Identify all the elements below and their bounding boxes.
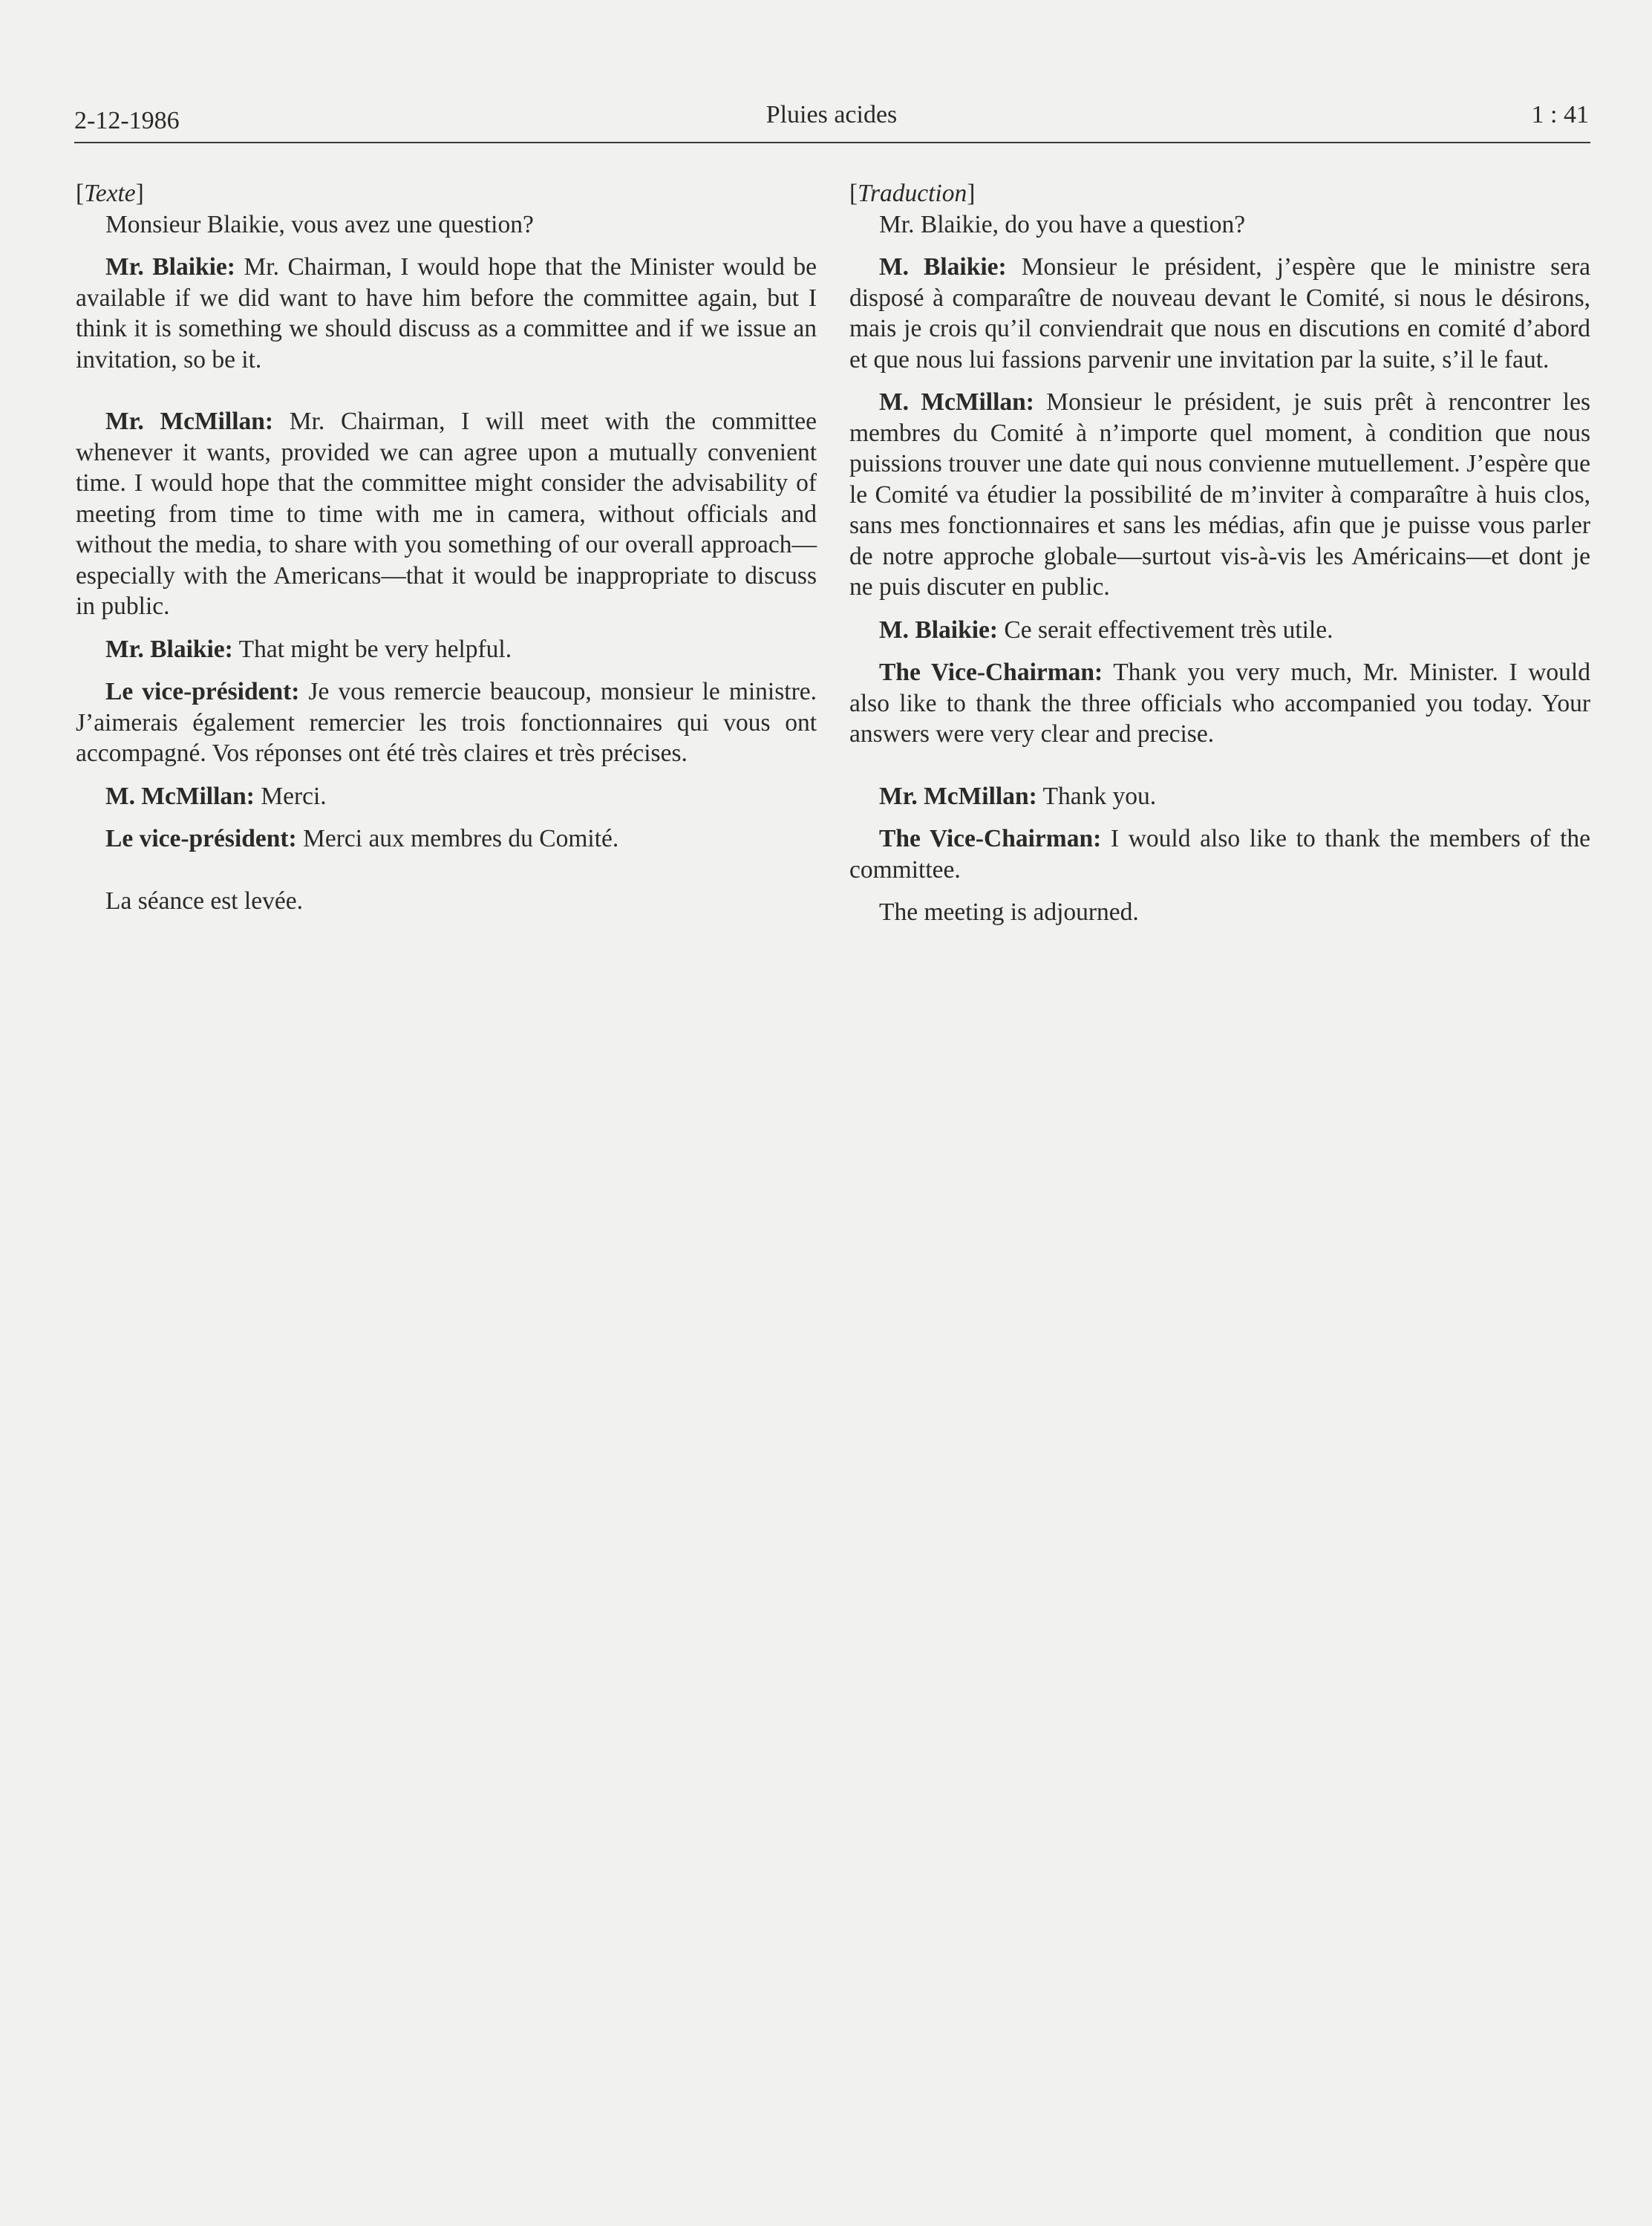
paragraph xyxy=(76,676,817,769)
speaker-name: M. Blaikie: xyxy=(879,616,999,644)
paragraph-text: Monsieur Blaikie, vous avez une question? xyxy=(105,210,534,238)
paragraph-text: Mr. Chairman, I will meet with the committee whenever it wants, provided we can agree upon a mutually convenient time. I would hope that the committee might consider the advisability of meeting from time to time with me in camera, without officials and without the media, to share with you something of our overall approach—especially with the Americans—that it would be inappropriate to discuss in public. xyxy=(76,408,817,620)
speaker-name: The Vice-Chairman: xyxy=(879,659,1103,686)
speaker-name: Mr. Blaikie: xyxy=(105,253,235,281)
paragraph xyxy=(849,387,1590,603)
paragraph xyxy=(849,252,1590,375)
paragraph-text: Je vous remercie beaucoup, monsieur le ministre. J’aimerais également remercier les trois fonctionnaires qui vous ont accompagné. Vos réponses ont été très claires et très précises. xyxy=(76,678,817,767)
paragraph xyxy=(849,781,1590,812)
paragraph-text: Monsieur le président, j’espère que le ministre sera disposé à comparaître de nouveau devant le Comité, si nous le désirons, mais je crois qu’il conviendrait que nous en discutions en comité d’abord et que nous lui fassions parvenir une invitation par la suite, s’il le faut. xyxy=(849,253,1591,373)
column-label-text: Traduction xyxy=(858,180,967,207)
paragraph xyxy=(76,252,817,375)
paragraph xyxy=(76,406,817,622)
speaker-name: M. Blaikie: xyxy=(879,253,1007,281)
paragraph xyxy=(849,823,1590,885)
speaker-name: Le vice-président: xyxy=(105,825,297,852)
paragraph-text: Mr. Blaikie, do you have a question? xyxy=(879,210,1246,238)
paragraph xyxy=(76,886,817,917)
paragraph-text: Merci. xyxy=(261,782,327,810)
paragraph xyxy=(849,657,1590,750)
paragraph-text: Ce serait effectivement très utile. xyxy=(1004,616,1333,644)
paragraph xyxy=(76,634,817,665)
paragraph-text: Thank you very much, Mr. Minister. I would also like to thank the three officials who accompanied you today. Your answers were very clear and precise. xyxy=(849,659,1590,748)
paragraph-text: La séance est levée. xyxy=(105,887,303,915)
paragraph-text: I would also like to thank the members of the committee. xyxy=(849,825,1591,884)
column-label-text: Texte xyxy=(84,180,136,207)
header-date: 2-12-1986 xyxy=(74,107,180,134)
header-page-number: 1 : 41 xyxy=(1531,101,1589,128)
paragraph-text: Thank you. xyxy=(1042,782,1157,810)
paragraph-text: That might be very helpful. xyxy=(238,635,512,663)
paragraph-text: Monsieur le président, je suis prêt à rencontrer les membres du Comité à n’importe quel moment, à condition que nous puissions trouver une date qui nous convienne mutuellement. J’espère que le Comité va étudier la possibilité de m’inviter à comparaître à huis clos, sans mes fonctionnaires et sans les médias, afin que je puisse vous parler de notre approche globale—surtout vis-à-vis les Américains—et dont je ne puis discuter en public. xyxy=(849,388,1590,601)
speaker-name: M. McMillan: xyxy=(105,782,255,810)
speaker-name: Le vice-président: xyxy=(105,678,300,705)
speaker-name: The Vice-Chairman: xyxy=(879,825,1102,852)
paragraph xyxy=(849,209,1590,241)
paragraph-text: Mr. Chairman, I would hope that the Minister would be available if we did want to have him before the committee again, but I think it is something we should discuss as a committee and if we issue an invitation, so be it. xyxy=(76,253,817,373)
paragraph xyxy=(76,781,817,812)
speaker-name: Mr. McMillan: xyxy=(105,408,274,435)
speaker-name: M. McMillan: xyxy=(879,388,1034,416)
paragraph-text: Merci aux membres du Comité. xyxy=(303,825,619,852)
paragraph xyxy=(76,209,817,241)
column-label: [Texte] xyxy=(76,180,144,207)
header-rule xyxy=(74,142,1590,143)
paragraph xyxy=(849,897,1590,928)
paragraph-text: The meeting is adjourned. xyxy=(879,898,1139,926)
paragraph xyxy=(76,823,817,855)
header-title: Pluies acides xyxy=(765,101,898,128)
left-column xyxy=(76,178,817,928)
speaker-name: Mr. McMillan: xyxy=(879,782,1037,810)
column-label: [Traduction] xyxy=(849,180,976,207)
speaker-name: Mr. Blaikie: xyxy=(105,635,233,663)
running-header xyxy=(74,98,1589,140)
right-column xyxy=(849,178,1590,940)
paragraph xyxy=(849,615,1590,646)
